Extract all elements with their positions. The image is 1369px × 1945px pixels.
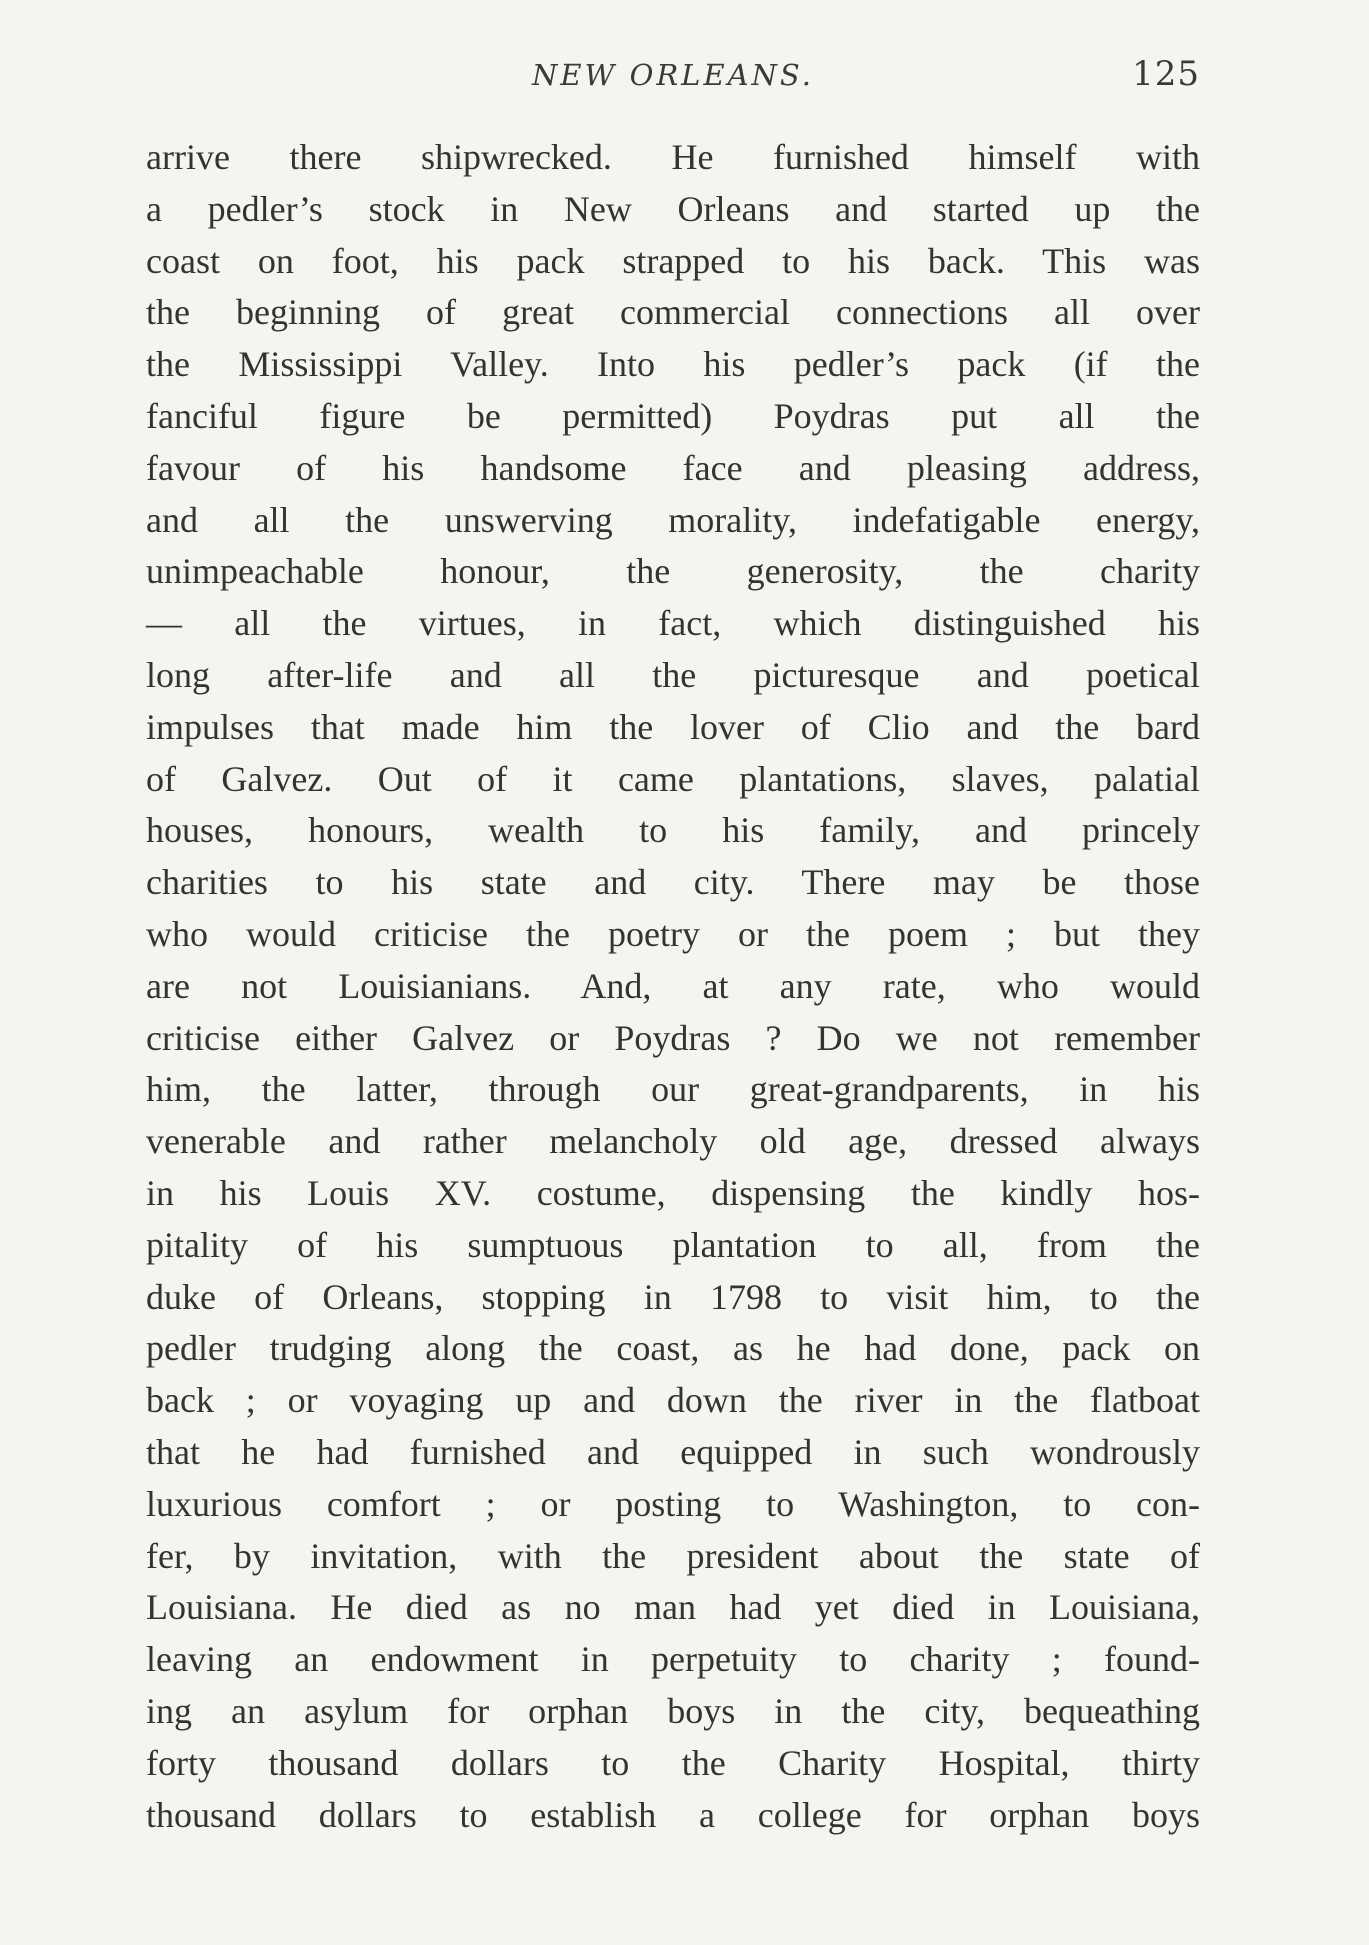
text-line: long after-life and all the picturesque and poetical [146,654,1200,695]
text-line: ing an asylum for orphan boys in the city, bequeathing [146,1690,1200,1731]
text-line: leaving an endowment in perpetuity to charity ; found- [146,1639,1200,1680]
page-number: 125 [1132,54,1200,94]
text-line: duke of Orleans, stopping in 1798 to visit him, to the [146,1276,1200,1317]
text-line: criticise either Galvez or Poydras ? Do we not remember [146,1017,1200,1058]
text-line: forty thousand dollars to the Charity Hospital, thirty [146,1742,1200,1783]
text-line: the beginning of great commercial connections all over [146,292,1200,333]
text-line: arrive there shipwrecked. He furnished himself with [146,137,1200,177]
text-line: a pedler’s stock in New Orleans and started up the [146,188,1200,229]
text-line: coast on foot, his pack strapped to his back. This was [146,240,1200,281]
text-line: Louisiana. He died as no man had yet died in Louisiana, [146,1587,1200,1628]
text-line: luxurious comfort ; or posting to Washington, to con- [146,1483,1200,1524]
text-line: charities to his state and city. There may be those [146,862,1200,903]
text-line: favour of his handsome face and pleasing address, [146,447,1200,488]
body-text [146,132,1200,1841]
text-line: him, the latter, through our great-grandparents, in his [146,1069,1200,1110]
text-line: pitality of his sumptuous plantation to all, from the [146,1224,1200,1265]
text-line: are not Louisianians. And, at any rate, who would [146,965,1200,1006]
text-line: that he had furnished and equipped in such wondrously [146,1431,1200,1472]
text-line: the Mississippi Valley. Into his pedler’s pack (if the [146,344,1200,385]
text-line: back ; or voyaging up and down the river in the flatboat [146,1380,1200,1421]
text-line: venerable and rather melancholy old age, dressed always [146,1121,1200,1162]
text-line: in his Louis XV. costume, dispensing the kindly hos- [146,1172,1200,1213]
text-line: — all the virtues, in fact, which distinguished his [146,603,1200,644]
text-line: thousand dollars to establish a college for orphan boys [146,1794,1200,1835]
text-line: pedler trudging along the coast, as he had done, pack on [146,1328,1200,1369]
text-line: who would criticise the poetry or the poem ; but they [146,913,1200,954]
text-line: fanciful figure be permitted) Poydras put all the [146,395,1200,436]
text-line: of Galvez. Out of it came plantations, slaves, palatial [146,758,1200,799]
text-line: unimpeachable honour, the generosity, the charity [146,551,1200,592]
text-line: impulses that made him the lover of Clio and the bard [146,706,1200,747]
running-title: NEW ORLEANS. [532,58,814,92]
text-line: and all the unswerving morality, indefatigable energy, [146,499,1200,540]
text-line: houses, honours, wealth to his family, and princely [146,810,1200,851]
text-line: fer, by invitation, with the president about the state of [146,1535,1200,1576]
running-head [146,50,1200,102]
